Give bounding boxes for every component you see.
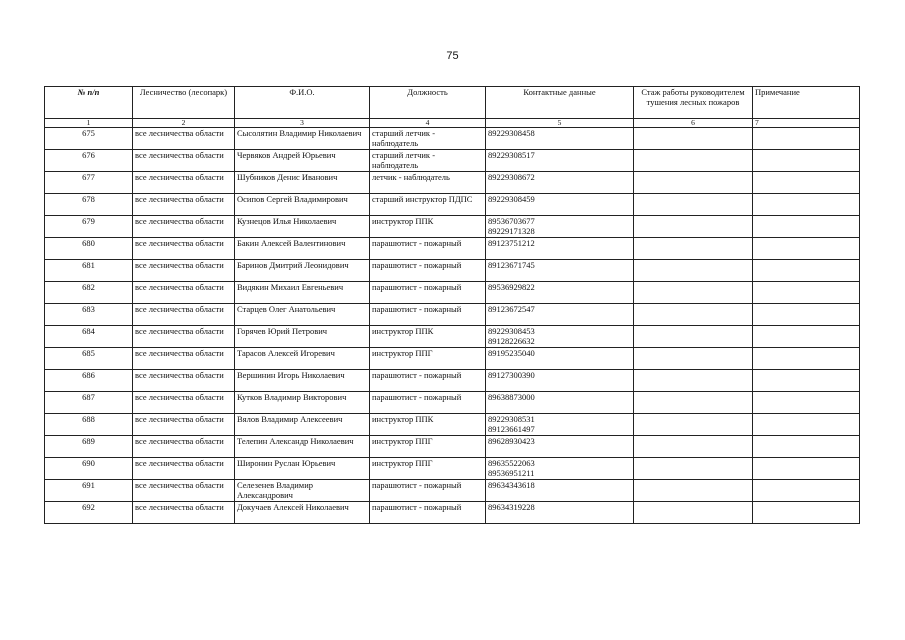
note-cell [753,194,860,216]
position-cell: парашютист - пожарный [370,370,486,392]
position-cell: парашютист - пожарный [370,480,486,502]
contacts-cell: 89635522063 89536951211 [486,458,634,480]
contacts-cell: 89536703677 89229171328 [486,216,634,238]
table-row [45,348,860,370]
note-cell [753,436,860,458]
experience-cell [634,150,753,172]
row-number: 690 [45,458,133,480]
position-cell: старший летчик - наблюдатель [370,150,486,172]
forestry-cell: все лесничества области [133,150,235,172]
experience-cell [634,502,753,524]
forestry-cell: все лесничества области [133,392,235,414]
table-row [45,238,860,260]
name-cell: Тарасов Алексей Игоревич [235,348,370,370]
name-cell: Кузнецов Илья Николаевич [235,216,370,238]
table-row [45,392,860,414]
position-cell: парашютист - пожарный [370,392,486,414]
column-number: 4 [370,119,486,128]
table-row [45,260,860,282]
table-row [45,326,860,348]
row-number: 689 [45,436,133,458]
name-cell: Баринов Дмитрий Леонидович [235,260,370,282]
note-cell [753,260,860,282]
experience-cell [634,128,753,150]
name-cell: Горячев Юрий Петрович [235,326,370,348]
column-number: 3 [235,119,370,128]
note-cell [753,392,860,414]
forestry-cell: все лесничества области [133,216,235,238]
contacts-cell: 89638873000 [486,392,634,414]
note-cell [753,304,860,326]
name-cell: Старцев Олег Анатольевич [235,304,370,326]
name-cell: Докучаев Алексей Николаевич [235,502,370,524]
row-number: 677 [45,172,133,194]
table-row [45,194,860,216]
experience-cell [634,348,753,370]
experience-cell [634,172,753,194]
experience-cell [634,436,753,458]
table-row [45,216,860,238]
name-cell: Кутков Владимир Викторович [235,392,370,414]
position-cell: инструктор ППК [370,326,486,348]
column-number: 2 [133,119,235,128]
forestry-cell: все лесничества области [133,436,235,458]
row-number: 691 [45,480,133,502]
column-number: 6 [634,119,753,128]
row-number: 675 [45,128,133,150]
note-cell [753,480,860,502]
contacts-cell: 89634319228 [486,502,634,524]
forestry-cell: все лесничества области [133,128,235,150]
header-forestry: Лесничество (лесопарк) [133,87,235,119]
forestry-cell: все лесничества области [133,172,235,194]
position-cell: старший инструктор ПДПС [370,194,486,216]
name-cell: Вялов Владимир Алексеевич [235,414,370,436]
contacts-cell: 89195235040 [486,348,634,370]
forestry-cell: все лесничества области [133,480,235,502]
contacts-cell: 89229308459 [486,194,634,216]
position-cell: парашютист - пожарный [370,260,486,282]
position-cell: парашютист - пожарный [370,304,486,326]
staff-table [44,86,860,524]
position-cell: парашютист - пожарный [370,238,486,260]
position-cell: инструктор ППГ [370,348,486,370]
forestry-cell: все лесничества области [133,260,235,282]
name-cell: Сысолятин Владимир Николаевич [235,128,370,150]
position-cell: парашютист - пожарный [370,282,486,304]
forestry-cell: все лесничества области [133,326,235,348]
note-cell [753,348,860,370]
experience-cell [634,238,753,260]
position-cell: инструктор ППК [370,414,486,436]
name-cell: Осипов Сергей Владимирович [235,194,370,216]
header-note: Примечание [753,87,860,119]
column-number: 5 [486,119,634,128]
name-cell: Вершинин Игорь Николаевич [235,370,370,392]
column-number-row [45,119,860,128]
forestry-cell: все лесничества области [133,194,235,216]
table-row [45,414,860,436]
table-row [45,480,860,502]
header-experience: Стаж работы руководителем тушения лесных пожаров [634,87,753,119]
contacts-cell: 89229308453 89128226632 [486,326,634,348]
contacts-cell: 89123751212 [486,238,634,260]
contacts-cell: 89229308672 [486,172,634,194]
row-number: 684 [45,326,133,348]
header-row [45,87,860,119]
note-cell [753,502,860,524]
row-number: 687 [45,392,133,414]
forestry-cell: все лесничества области [133,414,235,436]
forestry-cell: все лесничества области [133,502,235,524]
note-cell [753,282,860,304]
table-body [45,128,860,524]
note-cell [753,326,860,348]
experience-cell [634,194,753,216]
row-number: 683 [45,304,133,326]
experience-cell [634,392,753,414]
header-name: Ф.И.О. [235,87,370,119]
table-row [45,150,860,172]
contacts-cell: 89536929822 [486,282,634,304]
forestry-cell: все лесничества области [133,348,235,370]
name-cell: Червяков Андрей Юрьевич [235,150,370,172]
table-row [45,172,860,194]
forestry-cell: все лесничества области [133,458,235,480]
contacts-cell: 89127300390 [486,370,634,392]
row-number: 681 [45,260,133,282]
experience-cell [634,414,753,436]
row-number: 688 [45,414,133,436]
table-row [45,370,860,392]
table-row [45,458,860,480]
name-cell: Бакин Алексей Валентинович [235,238,370,260]
note-cell [753,414,860,436]
row-number: 678 [45,194,133,216]
table-row [45,304,860,326]
forestry-cell: все лесничества области [133,370,235,392]
row-number: 686 [45,370,133,392]
forestry-cell: все лесничества области [133,304,235,326]
forestry-cell: все лесничества области [133,238,235,260]
header-position: Должность [370,87,486,119]
name-cell: Шубников Денис Иванович [235,172,370,194]
note-cell [753,172,860,194]
note-cell [753,370,860,392]
row-number: 680 [45,238,133,260]
experience-cell [634,216,753,238]
note-cell [753,458,860,480]
column-number: 7 [753,119,860,128]
row-number: 676 [45,150,133,172]
table-row [45,128,860,150]
experience-cell [634,370,753,392]
header-num: № п/п [45,87,133,119]
column-number: 1 [45,119,133,128]
header-contacts: Контактные данные [486,87,634,119]
contacts-cell: 89229308531 89123661497 [486,414,634,436]
position-cell: инструктор ППГ [370,458,486,480]
experience-cell [634,326,753,348]
name-cell: Видякин Михаил Евгеньевич [235,282,370,304]
position-cell: инструктор ППК [370,216,486,238]
position-cell: инструктор ППГ [370,436,486,458]
row-number: 679 [45,216,133,238]
row-number: 692 [45,502,133,524]
table-row [45,436,860,458]
experience-cell [634,304,753,326]
note-cell [753,128,860,150]
experience-cell [634,260,753,282]
row-number: 682 [45,282,133,304]
position-cell: парашютист - пожарный [370,502,486,524]
position-cell: старший летчик - наблюдатель [370,128,486,150]
forestry-cell: все лесничества области [133,282,235,304]
page-number: 75 [446,50,459,62]
contacts-cell: 89634343618 [486,480,634,502]
experience-cell [634,282,753,304]
table-row [45,502,860,524]
contacts-cell: 89123672547 [486,304,634,326]
note-cell [753,216,860,238]
contacts-cell: 89229308517 [486,150,634,172]
experience-cell [634,480,753,502]
note-cell [753,238,860,260]
contacts-cell: 89628930423 [486,436,634,458]
name-cell: Селезенев Владимир Александрович [235,480,370,502]
name-cell: Телепин Александр Николаевич [235,436,370,458]
contacts-cell: 89229308458 [486,128,634,150]
contacts-cell: 89123671745 [486,260,634,282]
note-cell [753,150,860,172]
name-cell: Широнин Руслан Юрьевич [235,458,370,480]
position-cell: летчик - наблюдатель [370,172,486,194]
experience-cell [634,458,753,480]
table-row [45,282,860,304]
row-number: 685 [45,348,133,370]
